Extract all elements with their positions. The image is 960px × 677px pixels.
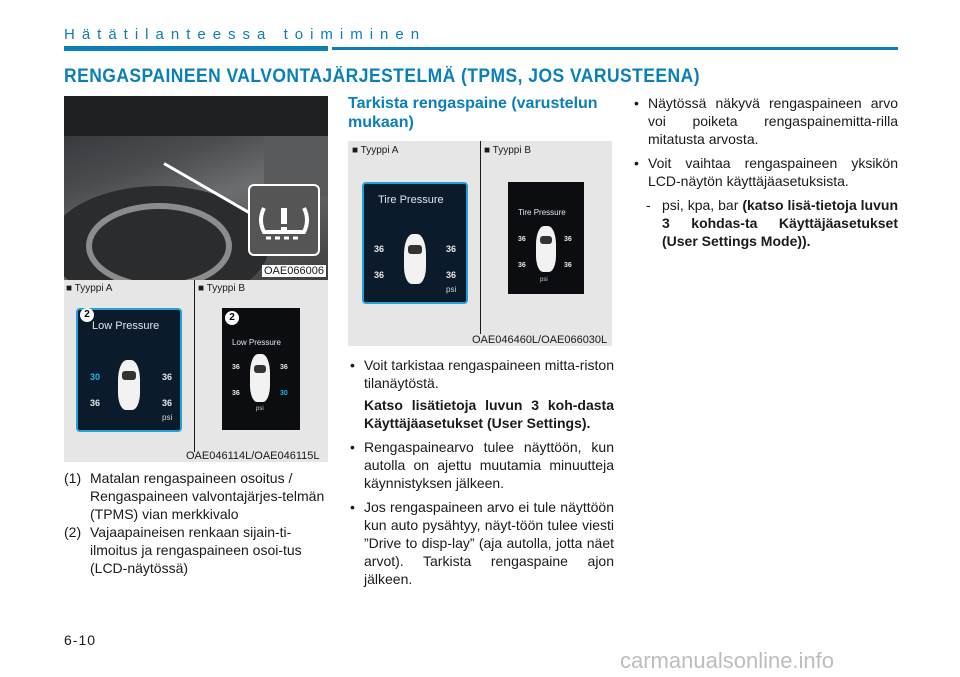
caption-number: (1) (64, 470, 82, 486)
pressure-unit: psi (256, 406, 264, 412)
type-a-label: ■ Tyyppi A (66, 283, 113, 294)
bullet-item (348, 356, 614, 432)
sub-item (632, 196, 898, 250)
screen-title: Tire Pressure (518, 208, 566, 217)
bullet-list (348, 356, 614, 594)
caption-text: Matalan rengaspaineen osoitus / Rengaspaineen valvontajärjes-telmän (TPMS) vian merkkivalo (90, 470, 325, 522)
bullet-text: Voit vaihtaa rengaspaineen yksikön LCD-näytön käyttäjäasetuksista. (648, 155, 898, 189)
caption-text: Vajaapaineisen renkaan sijain-ti-ilmoitus ja rengaspaineen osoi-tus (LCD-näytössä) (90, 524, 302, 576)
lcd-screen-type-b (222, 308, 300, 430)
tire-front-right: 36 (564, 236, 572, 243)
figure-code: OAE046460L/OAE066030L (472, 334, 608, 346)
bullet-item (348, 498, 614, 588)
figure-code: OAE066006 (264, 265, 324, 277)
sub-item-text: psi, kpa, bar (662, 197, 743, 213)
tire-rear-left: 36 (90, 398, 101, 408)
bullet-item (632, 154, 898, 190)
tpms-warning-icon (250, 186, 318, 254)
dashboard-photo (64, 96, 328, 282)
lcd-screen-type-b (508, 182, 584, 294)
bullet-text: Voit tarkistaa rengaspaineen mitta-riston tilanäytöstä. (364, 357, 614, 391)
lcd-screen-type-a (76, 308, 182, 432)
screen-title: Low Pressure (232, 338, 281, 347)
section-title: RENGASPAINEEN VALVONTAJÄRJESTELMÄ (TPMS, JOS VARUSTEENA) (64, 66, 701, 87)
caption-item (64, 469, 332, 523)
tire-front-left: 36 (518, 236, 526, 243)
watermark: carmanualsonline.info (620, 648, 835, 673)
lcd-screen-type-a (362, 182, 468, 304)
caption-number: (2) (64, 524, 82, 540)
tpms-warning-lamp (248, 184, 320, 256)
pressure-unit: psi (540, 277, 548, 283)
screen-title: Low Pressure (92, 320, 160, 332)
pressure-unit: psi (162, 413, 173, 422)
caption-item (64, 523, 332, 577)
tire-rear-right: 36 (564, 262, 572, 269)
bullet-text: Näytössä näkyvä rengaspaineen arvo voi poiketa rengaspainemitta-rilla mitatusta arvosta. (648, 95, 898, 147)
panel-divider (194, 280, 195, 452)
tire-front-right: 36 (162, 372, 173, 382)
bullet-item (348, 438, 614, 492)
tire-rear-left: 36 (232, 390, 240, 397)
callout-number-badge: 2 (80, 308, 94, 322)
type-a-label: ■ Tyyppi A (352, 145, 399, 156)
running-header: Hätätilanteessa toimiminen (64, 26, 427, 43)
screen-title: Tire Pressure (378, 194, 444, 206)
page-number: 6-10 (64, 632, 97, 648)
figure-code: OAE046114L/OAE046115L (186, 450, 320, 462)
tire-rear-left: 36 (374, 270, 385, 280)
header-bar-accent (64, 46, 328, 51)
car-icon (536, 226, 556, 272)
pressure-unit: psi (446, 285, 457, 294)
tire-front-right: 36 (280, 364, 288, 371)
callout-number-badge: 2 (225, 311, 239, 325)
dash-marker: - (646, 197, 651, 213)
sub-item-reference: (katso lisä-tietoja luvun 3 kohdas-ta Käyttäjäasetukset (User Settings Mode)). (662, 197, 898, 249)
tire-front-right: 36 (446, 244, 457, 254)
bullet-text: Jos rengaspaineen arvo ei tule näyttöön kun auto pysähtyy, näyt-töön tulee viesti ”Drive to disp-lay” (aja autolla, jotta näet arvot). Tarkista rengaspaine ajon jälkeen. (364, 499, 614, 587)
tire-front-left: 30 (90, 372, 101, 382)
tire-rear-right: 36 (162, 398, 173, 408)
bullet-text: Rengaspainearvo tulee näyttöön, kun autolla on ajettu muutamia minuutteja käynnistyksen jälkeen. (364, 439, 614, 491)
car-icon (118, 360, 140, 410)
car-icon (250, 354, 270, 402)
tire-front-left: 36 (232, 364, 240, 371)
bullet-list (632, 94, 898, 250)
tire-rear-right: 30 (280, 390, 288, 397)
panel-divider (480, 141, 481, 334)
bullet-item (632, 94, 898, 148)
subsection-heading: Tarkista rengaspaine (varustelun mukaan) (348, 95, 598, 131)
type-b-label: ■ Tyyppi B (484, 145, 531, 156)
car-icon (404, 234, 426, 284)
tire-rear-right: 36 (446, 270, 457, 280)
figure-captions (64, 469, 332, 577)
tire-front-left: 36 (374, 244, 385, 254)
tire-rear-left: 36 (518, 262, 526, 269)
header-rule (332, 47, 898, 50)
cross-reference-note: Katso lisätietoja luvun 3 koh-dasta Käyttäjäasetukset (User Settings). (364, 397, 614, 431)
type-b-label: ■ Tyyppi B (198, 283, 245, 294)
